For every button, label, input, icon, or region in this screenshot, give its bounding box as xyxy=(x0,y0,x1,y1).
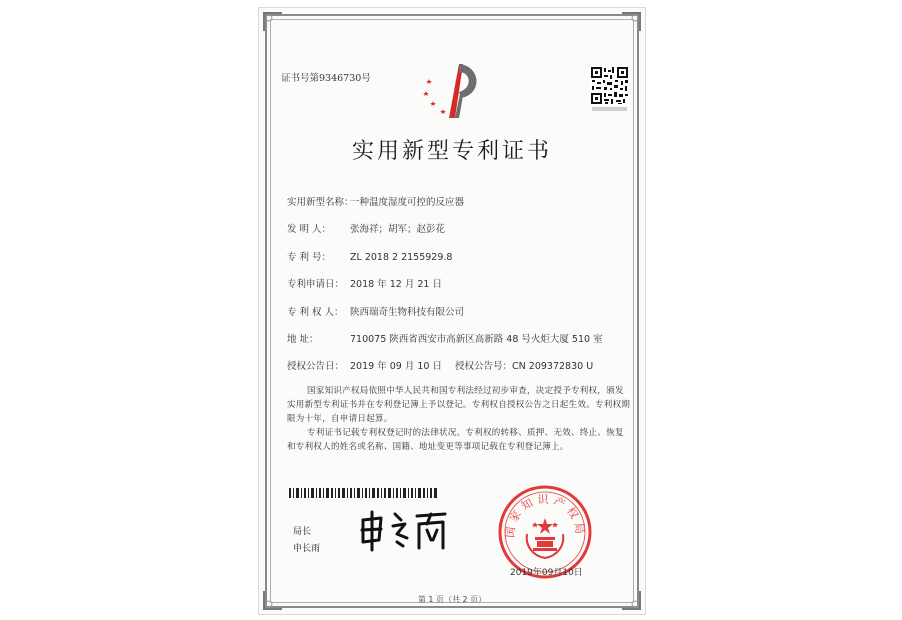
director-signature-icon xyxy=(357,508,452,552)
field-label: 专利申请日： xyxy=(287,279,345,290)
seal-date: 2019年09月10日 xyxy=(510,568,583,578)
patent-office-logo-icon xyxy=(419,56,485,124)
utility-model-name-row xyxy=(287,194,464,208)
filing-date-row xyxy=(287,276,442,290)
seal-text: 国家知识产权局 xyxy=(503,493,587,539)
svg-text:国家知识产权局 xyxy=(503,493,586,538)
grant-date-row xyxy=(287,358,442,372)
field-label: 授权公告日： xyxy=(287,361,345,372)
field-value: CN 209372830 U xyxy=(512,361,594,372)
certificate-serial: 证书号第9346730号 xyxy=(281,73,371,84)
field-label: 发 明 人： xyxy=(287,224,332,235)
field-value: 陕西瑞奇生物科技有限公司 xyxy=(350,307,465,318)
field-value: 2018 年 12 月 21 日 xyxy=(350,279,442,290)
qr-code-icon xyxy=(590,66,629,112)
field-label: 专 利 权 人： xyxy=(287,307,344,318)
page-footer: 第 1 页（共 2 页） xyxy=(417,595,487,604)
corner-ornament-icon xyxy=(620,11,642,33)
field-value: ZL 2018 2 2155929.8 xyxy=(350,252,453,263)
field-label: 授权公告号： xyxy=(455,361,513,372)
inventor-row xyxy=(287,221,445,235)
corner-ornament-icon xyxy=(262,11,284,33)
field-value: 一种温度湿度可控的反应器 xyxy=(350,197,465,208)
patent-certificate xyxy=(258,7,646,615)
field-label: 地 址： xyxy=(287,334,319,345)
legal-status-paragraph: 专利证书记载专利权登记时的法律状况。专利权的转移、质押、无效、终止、恢复和专利权人的姓名或名称、国籍、地址变更等事项记载在专利登记簿上。 xyxy=(287,428,624,452)
field-label: 实用新型名称： xyxy=(287,197,354,208)
director-name: 申长雨 xyxy=(293,544,321,554)
field-value: 710075 陕西省西安市高新区高新路 48 号火炬大厦 510 室 xyxy=(350,334,603,345)
patent-number-row xyxy=(287,249,452,263)
field-value: 2019 年 09 月 10 日 xyxy=(350,361,442,372)
address-row xyxy=(287,331,603,345)
field-value: 张海祥；胡军；赵彭花 xyxy=(350,224,446,235)
field-label: 专 利 号： xyxy=(287,252,332,263)
director-title: 局长 xyxy=(293,527,312,537)
barcode-icon xyxy=(289,488,439,498)
certificate-title: 实用新型专利证书 xyxy=(351,139,552,164)
grant-statement-paragraph: 国家知识产权局依照中华人民共和国专利法经过初步审查，决定授予专利权，颁发实用新型专利证书并在专利登记簿上予以登记。专利权自授权公告之日起生效。专利权期限为十年，自申请日起算。 xyxy=(287,386,631,424)
patentee-row xyxy=(287,304,464,318)
grant-number-row xyxy=(455,358,593,372)
